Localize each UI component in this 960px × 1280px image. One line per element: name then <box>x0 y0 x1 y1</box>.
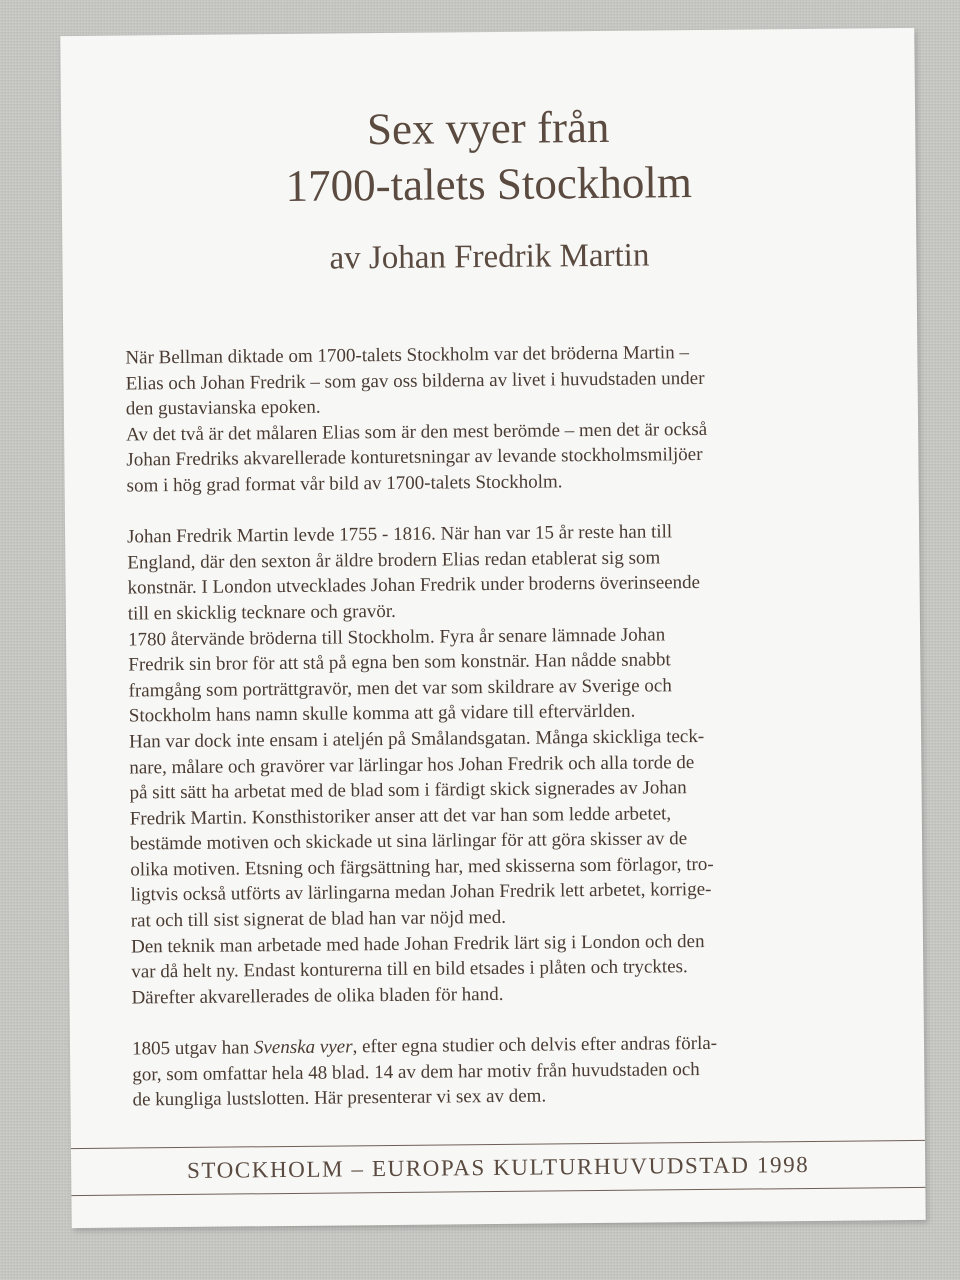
footer-banner: STOCKHOLM – EUROPAS KULTURHUVUDSTAD 1998 <box>71 1140 925 1196</box>
book-title: Svenska vyer <box>253 1036 353 1059</box>
text-line: Stockholm hans namn skulle komma att gå vidare till eftervärlden. <box>128 700 636 727</box>
text-line: på sitt sätt ha arbetat med de blad som i färdigt skick signerades av Johan <box>129 777 687 804</box>
text-line: konstnär. I London utvecklades Johan Fredrik under broderns överinseende <box>127 572 701 599</box>
text-line: Av det två är det målaren Elias som är den mest berömde – men det är också <box>126 418 708 446</box>
text-line: ligtvis också utförts av lärlingarna medan Johan Fredrik lett arbetet, korrige- <box>130 879 712 906</box>
paragraph-biography <box>127 518 852 1011</box>
text-line: Johan Fredriks akvarellerade konturetsningar av levande stockholmsmiljöer <box>126 444 703 471</box>
paragraph-intro <box>125 339 846 499</box>
paragraph-svenska-vyer <box>132 1030 853 1114</box>
body-text <box>125 339 852 1114</box>
text-line: Johan Fredrik Martin levde 1755 - 1816. När han var 15 år reste han till <box>127 521 673 548</box>
text-line: som i hög grad format vår bild av 1700-talets Stockholm. <box>126 471 563 497</box>
text-line: till en skicklig tecknare och gravör. <box>127 600 396 625</box>
text-line: framgång som porträttgravör, men det var som skildrare av Sverige och <box>128 675 672 702</box>
text-line: nare, målare och gravörer var lärlingar hos Johan Fredrik och alla torde de <box>129 751 695 778</box>
text-line: Fredrik sin bror för att stå på egna ben som konstnär. Han nådde snabbt <box>128 649 671 676</box>
text-line: Elias och Johan Fredrik – som gav oss bilderna av livet i huvudstaden under <box>125 367 705 395</box>
text-line: Han var dock inte ensam i ateljén på Smålandsgatan. Många skickliga teck- <box>128 725 705 753</box>
text-line: Därefter akvarellerades de olika bladen för hand. <box>131 983 504 1009</box>
title-line-1: Sex vyer från <box>366 101 610 155</box>
text-line: den gustavianska epoken. <box>125 396 321 420</box>
text-line: var då helt ny. Endast konturerna till en bild etsades i plåten och trycktes. <box>131 956 688 983</box>
author-subtitle: av Johan Fredrik Martin <box>329 237 650 277</box>
document-page <box>60 28 925 1228</box>
text-line: bestämde motiven och skickade ut sina lärlingar för att göra skisser av de <box>129 828 688 855</box>
text-line: de kungliga lustslotten. Här presenterar vi sex av dem. <box>132 1085 547 1111</box>
document-title <box>61 96 916 216</box>
text-line: gor, som omfattar hela 48 blad. 14 av dem har motiv från huvudstaden och <box>132 1058 700 1086</box>
title-line-2: 1700-talets Stockholm <box>285 157 693 211</box>
text-line: 1780 återvände bröderna till Stockholm. Fyra år senare lämnade Johan <box>127 623 666 651</box>
text-line: olika motiven. Etsning och färgsättning har, med skisserna som förlagor, tro- <box>130 853 714 881</box>
text-line: Den teknik man arbetade med hade Johan Fredrik lärt sig i London och den <box>130 930 705 958</box>
text-line: England, där den sexton år äldre brodern Elias redan etablerat sig som <box>127 547 661 574</box>
text-line: När Bellman diktade om 1700-talets Stockholm var det bröderna Martin – <box>125 342 689 369</box>
text-line: Fredrik Martin. Konsthistoriker anser att det var han som ledde arbetet, <box>129 802 672 830</box>
text-fragment: , efter egna studier och delvis efter andras förla- <box>352 1032 718 1058</box>
text-line: rat och till sist signerat de blad han var nöjd med. <box>130 906 507 932</box>
text-fragment: 1805 utgav han <box>131 1037 255 1060</box>
